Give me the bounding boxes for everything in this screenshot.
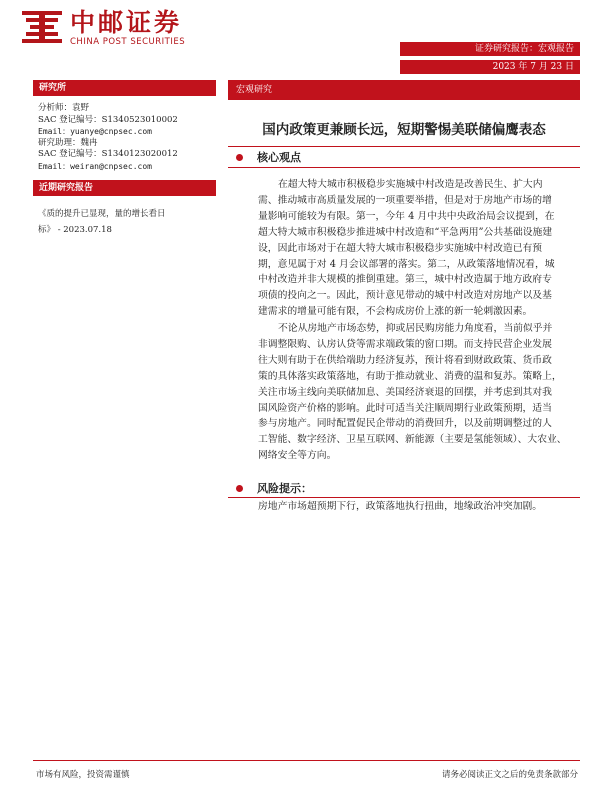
risk-label: 风险提示： xyxy=(257,482,312,495)
core-paragraph-2: 不论从房地产市场态势，抑或居民购房能力角度看，当前似乎并 非调整限购、认房认贷等需求端政策的窗口期。而支持民营企业发展 往大则有助于在供给端助力经济复苏，预计将看到财政政策、货币政 策的具体落实政策落地，有助于推动就业、消费的温和复苏。策略上， 关注市场主线向美联储加息、美国经济衰退的回摆，并考虑到其对我 国风险资产价格的影响。此时可适当关注顺周期行业政策预期，适当 参与房地产。同时配置促民企带动的消费回升，以及前期调整过的人 工智能、数字经济、卫星互联网、新能源（主要是氢能领域）、大农业、 网络安全等方向。 xyxy=(258,323,567,462)
bullet-dot-icon xyxy=(236,154,243,161)
analyst-email[interactable]: Email：yuanye@cnpsec.com xyxy=(38,127,152,136)
brand-name-cn: 中邮证券 xyxy=(70,8,183,37)
research-institute-header: 研究所 xyxy=(33,80,216,96)
analyst-line: SAC 登记编号：S1340523010002 xyxy=(38,114,178,125)
risk-divider xyxy=(228,497,580,498)
analyst-line: 分析师：袁野 xyxy=(38,103,90,113)
recent-reports-header: 近期研究报告 xyxy=(33,180,216,196)
analyst-line: SAC 登记编号：S1340123020012 xyxy=(38,149,178,159)
recent-reports-list xyxy=(38,206,216,238)
analyst-info xyxy=(38,103,216,172)
report-date-bar: 2023 年 7 月 23 日 xyxy=(400,60,580,74)
footer-risk-note: 市场有风险，投资需谨慎 xyxy=(36,770,130,780)
brand-name-en: CHINA POST SECURITIES xyxy=(70,37,186,47)
recent-report-item[interactable]: 标》 - 2023.07.18 xyxy=(38,225,112,235)
footer-disclaimer: 请务必阅读正文之后的免责条款部分 xyxy=(441,770,578,780)
footer-divider xyxy=(33,760,580,761)
core-paragraph-1: 在超大特大城市积极稳步实施城中村改造是改善民生、扩大内 需、推动城市高质量发展的一项重要举措，但是对于房地产市场的增 量影响可能较为有限。第一，今年 4 月中共中央政治局会议提到，在 超大特大城市积极稳步推进城中村改造和“平急两用”公共基础设施建 设，因此市场对于在超大特大城市积极稳步实施城中村改造已有预 期，意见属于对 4 月会议部署的落实。第二，从政策落地情况看，城 中村改造并非大规模的推倒重建。第三，城中村改造属于地方政府专 项债的投向之一。因此，预计意见带动的城中村改造对房地产以及基 建需求的增量可能有限，不会构成房价上涨的新一轮刺激因素。 xyxy=(258,179,555,318)
title-divider xyxy=(228,146,580,147)
china-post-logo-icon xyxy=(20,8,64,48)
bullet-dot-icon xyxy=(236,485,243,492)
analyst-email[interactable]: Email：weiran@cnpsec.com xyxy=(38,161,152,171)
analyst-line: 研究助理：魏冉 xyxy=(38,137,98,148)
report-type-bar: 证券研究报告：宏观报告 xyxy=(400,42,580,56)
company-logo xyxy=(20,8,220,52)
report-title: 国内政策更兼顾长远，短期警惕美联储偏鹰表态 xyxy=(262,122,546,138)
core-divider xyxy=(228,167,580,168)
core-view-label: 核心观点 xyxy=(257,151,301,164)
recent-report-item[interactable]: 《质的提升已显现，量的增长看日 xyxy=(38,209,166,219)
risk-heading xyxy=(236,480,312,496)
core-view-heading xyxy=(236,149,301,165)
risk-paragraph: 房地产市场超预期下行，政策落地执行扭曲，地缘政治冲突加剧。 xyxy=(258,501,543,512)
section-tag: 宏观研究 xyxy=(228,80,580,100)
